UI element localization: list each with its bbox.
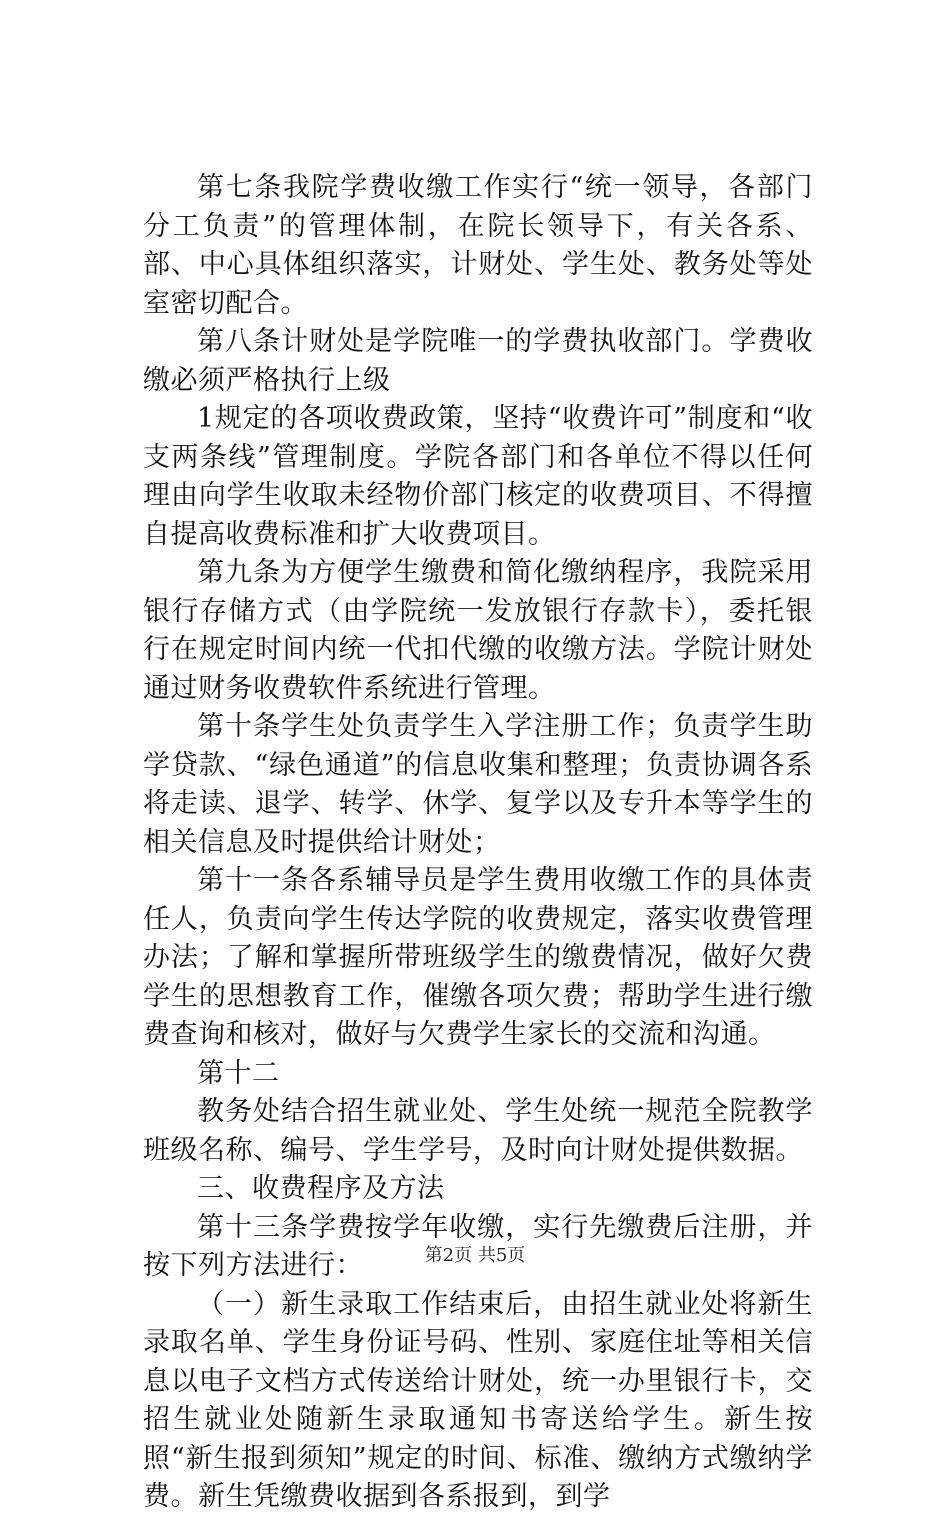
- document-body: [143, 169, 813, 1517]
- paragraph-article-10: 第十条学生处负责学生入学注册工作；负责学生助学贷款、“绿色通道”的信息收集和整理；负责协调各系将走读、退学、转学、休学、复学以及专升本等学生的相关信息及时提供给计财处；: [143, 711, 813, 858]
- page-number-footer: 第2页 共5页: [424, 1245, 526, 1266]
- paragraph-article-8: 第八条计财处是学院唯一的学费执收部门。学费收缴必须严格执行上级: [143, 326, 813, 396]
- paragraph-article-8-continued: 1规定的各项收费政策，坚持“收费许可”制度和“收支两条线”管理制度。学院各部门和各单位不得以任何理由向学生收取未经物价部门核定的收费项目、不得擅自提高收费标准和扩大收费项目。: [143, 403, 813, 550]
- paragraph-article-13: 第十三条学费按学年收缴，实行先缴费后注册，并按下列方法进行：: [143, 1211, 813, 1281]
- section-heading-fee-procedure: 三、收费程序及方法: [197, 1173, 445, 1204]
- paragraph-article-12: 教务处结合招生就业处、学生处统一规范全院教学班级名称、编号、学生学号，及时向计财处提供数据。: [143, 1096, 813, 1166]
- paragraph-article-13-item-1: （一）新生录取工作结束后，由招生就业处将新生录取名单、学生身份证号码、性别、家庭住址等相关信息以电子文档方式传送给计财处，统一办里银行卡，交招生就业处随新生录取通知书寄送给学生。新生按照“新生报到须知”规定的时间、标准、缴纳方式缴纳学费。新生凭缴费收据到各系报到，到学: [143, 1288, 813, 1512]
- paragraph-article-9: 第九条为方便学生缴费和简化缴纳程序，我院采用银行存储方式（由学院统一发放银行存款卡），委托银行在规定时间内统一代扣代缴的收缴方法。学院计财处通过财务收费软件系统进行管理。: [143, 557, 813, 704]
- paragraph-article-11: 第十一条各系辅导员是学生费用收缴工作的具体责任人，负责向学生传达学院的收费规定，落实收费管理办法；了解和掌握所带班级学生的缴费情况，做好欠费学生的思想教育工作，催缴各项欠费；帮助学生进行缴费查询和核对，做好与欠费学生家长的交流和沟通。: [143, 865, 813, 1050]
- paragraph-article-7: 第七条我院学费收缴工作实行“统一领导，各部门分工负责”的管理体制，在院长领导下，有关各系、部、中心具体组织落实，计财处、学生处、教务处等处室密切配合。: [143, 172, 813, 319]
- paragraph-article-12-heading: 第十二: [197, 1057, 280, 1089]
